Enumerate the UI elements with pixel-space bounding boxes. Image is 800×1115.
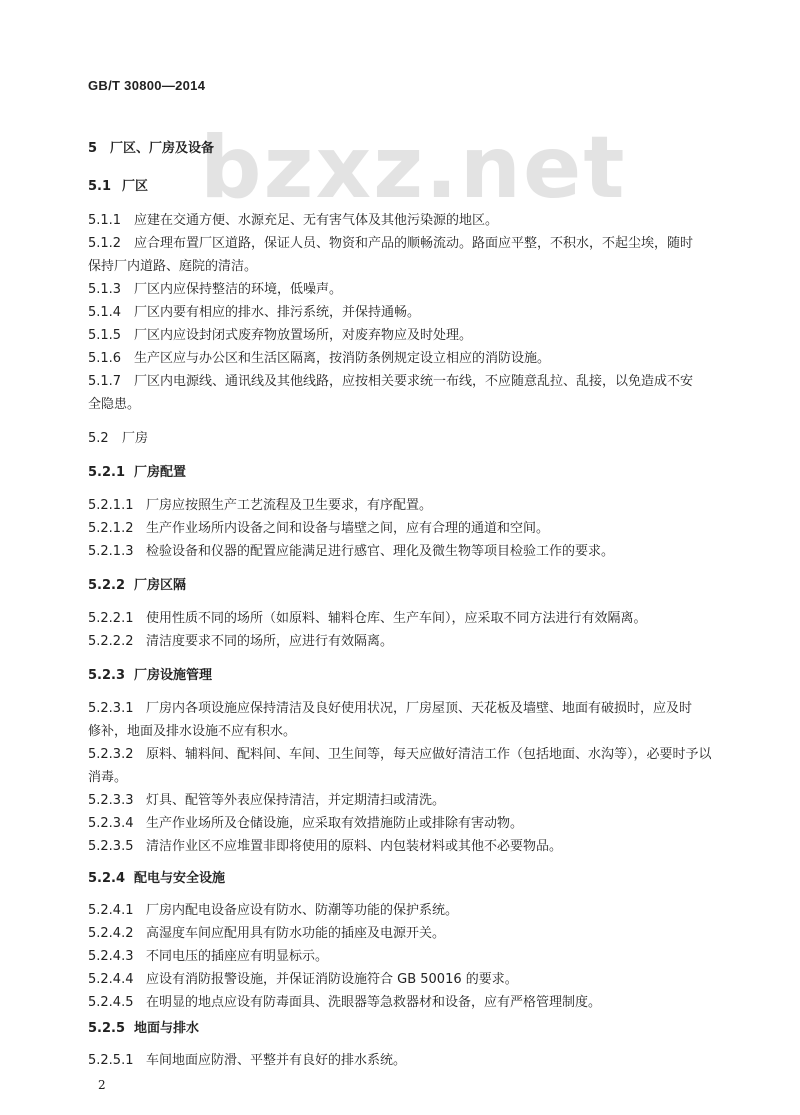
section-heading-5-2-5 — [88, 1020, 728, 1038]
section-number: 5.2.5 — [88, 1021, 126, 1036]
clause-5-2-2-2 — [88, 633, 728, 651]
clause-number: 5.2.2.1 — [88, 611, 134, 626]
section-title: 厂房配置 — [134, 465, 187, 480]
clause-5-1-7 — [88, 373, 728, 391]
section-heading-5-2 — [88, 430, 728, 448]
clause-text: 应合理布置厂区道路，保证人员、物资和产品的顺畅流动。路面应平整，不积水，不起尘埃，随时 — [134, 236, 694, 251]
watermark: bzxz.net — [200, 118, 627, 218]
clause-text: 生产作业场所内设备之间和设备与墙壁之间，应有合理的通道和空间。 — [146, 521, 550, 536]
clause-5-2-1-1 — [88, 497, 728, 515]
section-heading-5-2-2 — [88, 577, 728, 595]
clause-text: 原料、辅料间、配料间、车间、卫生间等，每天应做好清洁工作（包括地面、水沟等），必要时予以 — [146, 747, 712, 762]
section-title: 厂房 — [122, 431, 149, 446]
section-number: 5 — [88, 141, 98, 156]
clause-5-2-3-2-continued: 消毒。 — [88, 770, 128, 785]
clause-text: 高湿度车间应配用具有防水功能的插座及电源开关。 — [146, 926, 446, 941]
clause-number: 5.2.4.1 — [88, 903, 134, 918]
clause-number: 5.2.3.4 — [88, 816, 134, 831]
clause-5-2-4-3 — [88, 948, 728, 966]
section-number: 5.2.3 — [88, 668, 126, 683]
section-number: 5.2 — [88, 431, 109, 446]
clause-5-1-4 — [88, 304, 728, 322]
clause-number: 5.2.4.3 — [88, 949, 134, 964]
clause-text: 生产区应与办公区和生活区隔离，按消防条例规定设立相应的消防设施。 — [134, 351, 551, 366]
clause-5-2-3-4 — [88, 815, 728, 833]
clause-5-2-3-1 — [88, 700, 728, 718]
section-title: 厂房设施管理 — [134, 668, 213, 683]
clause-5-2-3-5 — [88, 838, 728, 856]
clause-5-2-4-4 — [88, 971, 728, 989]
clause-number: 5.1.2 — [88, 236, 122, 251]
section-title: 配电与安全设施 — [134, 871, 226, 886]
clause-number: 5.2.3.1 — [88, 701, 134, 716]
section-heading-5-1 — [88, 178, 728, 196]
section-number: 5.2.1 — [88, 465, 126, 480]
clause-5-1-5 — [88, 327, 728, 345]
page-number: 2 — [98, 1078, 106, 1092]
clause-text: 灯具、配管等外表应保持清洁，并定期清扫或清洗。 — [146, 793, 446, 808]
clause-5-2-1-3 — [88, 543, 728, 561]
clause-5-2-4-2 — [88, 925, 728, 943]
clause-text: 清洁度要求不同的场所，应进行有效隔离。 — [146, 634, 394, 649]
clause-number: 5.1.5 — [88, 328, 122, 343]
section-title: 地面与排水 — [134, 1021, 200, 1036]
clause-number: 5.2.5.1 — [88, 1053, 134, 1068]
clause-number: 5.2.1.3 — [88, 544, 134, 559]
clause-5-2-4-1 — [88, 902, 728, 920]
clause-text: 清洁作业区不应堆置非即将使用的原料、内包装材料或其他不必要物品。 — [146, 839, 563, 854]
standard-code-header: GB/T 30800—2014 — [88, 78, 206, 93]
clause-number: 5.2.1.1 — [88, 498, 134, 513]
section-number: 5.1 — [88, 179, 112, 194]
clause-5-1-2 — [88, 235, 728, 253]
clause-text: 厂房内配电设备应设有防水、防潮等功能的保护系统。 — [146, 903, 459, 918]
clause-5-2-3-3 — [88, 792, 728, 810]
clause-text: 生产作业场所及仓储设施，应采取有效措施防止或排除有害动物。 — [146, 816, 524, 831]
clause-text: 应设有消防报警设施，并保证消防设施符合 GB 50016 的要求。 — [146, 972, 518, 987]
clause-5-2-3-2 — [88, 746, 728, 764]
section-number: 5.2.2 — [88, 578, 126, 593]
clause-number: 5.2.4.4 — [88, 972, 134, 987]
clause-number: 5.1.6 — [88, 351, 122, 366]
clause-5-1-6 — [88, 350, 728, 368]
clause-number: 5.2.4.2 — [88, 926, 134, 941]
clause-text: 厂房应按照生产工艺流程及卫生要求，有序配置。 — [146, 498, 433, 513]
clause-5-1-7-continued: 全隐患。 — [88, 397, 141, 412]
clause-5-2-5-1 — [88, 1052, 728, 1070]
clause-5-1-3 — [88, 281, 728, 299]
clause-5-1-2-continued: 保持厂内道路、庭院的清洁。 — [88, 259, 258, 274]
clause-text: 应建在交通方便、水源充足、无有害气体及其他污染源的地区。 — [134, 213, 499, 228]
clause-text: 检验设备和仪器的配置应能满足进行感官、理化及微生物等项目检验工作的要求。 — [146, 544, 615, 559]
clause-5-2-1-2 — [88, 520, 728, 538]
clause-number: 5.2.3.5 — [88, 839, 134, 854]
clause-5-2-4-5 — [88, 994, 728, 1012]
clause-text: 厂区内电源线、通讯线及其他线路，应按相关要求统一布线，不应随意乱拉、乱接，以免造成不安 — [134, 374, 694, 389]
clause-5-1-1 — [88, 212, 728, 230]
section-title: 厂房区隔 — [134, 578, 187, 593]
section-heading-5-2-4 — [88, 870, 728, 888]
section-heading-5 — [88, 140, 728, 158]
clause-number: 5.1.3 — [88, 282, 122, 297]
clause-number: 5.2.3.2 — [88, 747, 134, 762]
clause-number: 5.1.1 — [88, 213, 122, 228]
clause-5-2-2-1 — [88, 610, 728, 628]
section-title: 厂区、厂房及设备 — [110, 141, 215, 156]
clause-5-2-3-1-continued: 修补，地面及排水设施不应有积水。 — [88, 724, 297, 739]
clause-text: 在明显的地点应设有防毒面具、洗眼器等急救器材和设备，应有严格管理制度。 — [146, 995, 602, 1010]
clause-number: 5.2.4.5 — [88, 995, 134, 1010]
clause-text: 使用性质不同的场所（如原料、辅料仓库、生产车间），应采取不同方法进行有效隔离。 — [146, 611, 647, 626]
clause-text: 不同电压的插座应有明显标示。 — [146, 949, 329, 964]
clause-number: 5.2.2.2 — [88, 634, 134, 649]
clause-text: 厂区内要有相应的排水、排污系统，并保持通畅。 — [134, 305, 421, 320]
section-heading-5-2-3 — [88, 667, 728, 685]
clause-text: 厂区内应保持整洁的环境，低噪声。 — [134, 282, 343, 297]
clause-text: 厂房内各项设施应保持清洁及良好使用状况，厂房屋顶、天花板及墙壁、地面有破损时，应及时 — [146, 701, 693, 716]
section-title: 厂区 — [122, 179, 149, 194]
section-number: 5.2.4 — [88, 871, 126, 886]
clause-number: 5.2.3.3 — [88, 793, 134, 808]
clause-text: 厂区内应设封闭式废弃物放置场所，对废弃物应及时处理。 — [134, 328, 473, 343]
clause-number: 5.1.7 — [88, 374, 122, 389]
clause-number: 5.2.1.2 — [88, 521, 134, 536]
section-heading-5-2-1 — [88, 464, 728, 482]
clause-text: 车间地面应防滑、平整并有良好的排水系统。 — [146, 1053, 407, 1068]
clause-number: 5.1.4 — [88, 305, 122, 320]
